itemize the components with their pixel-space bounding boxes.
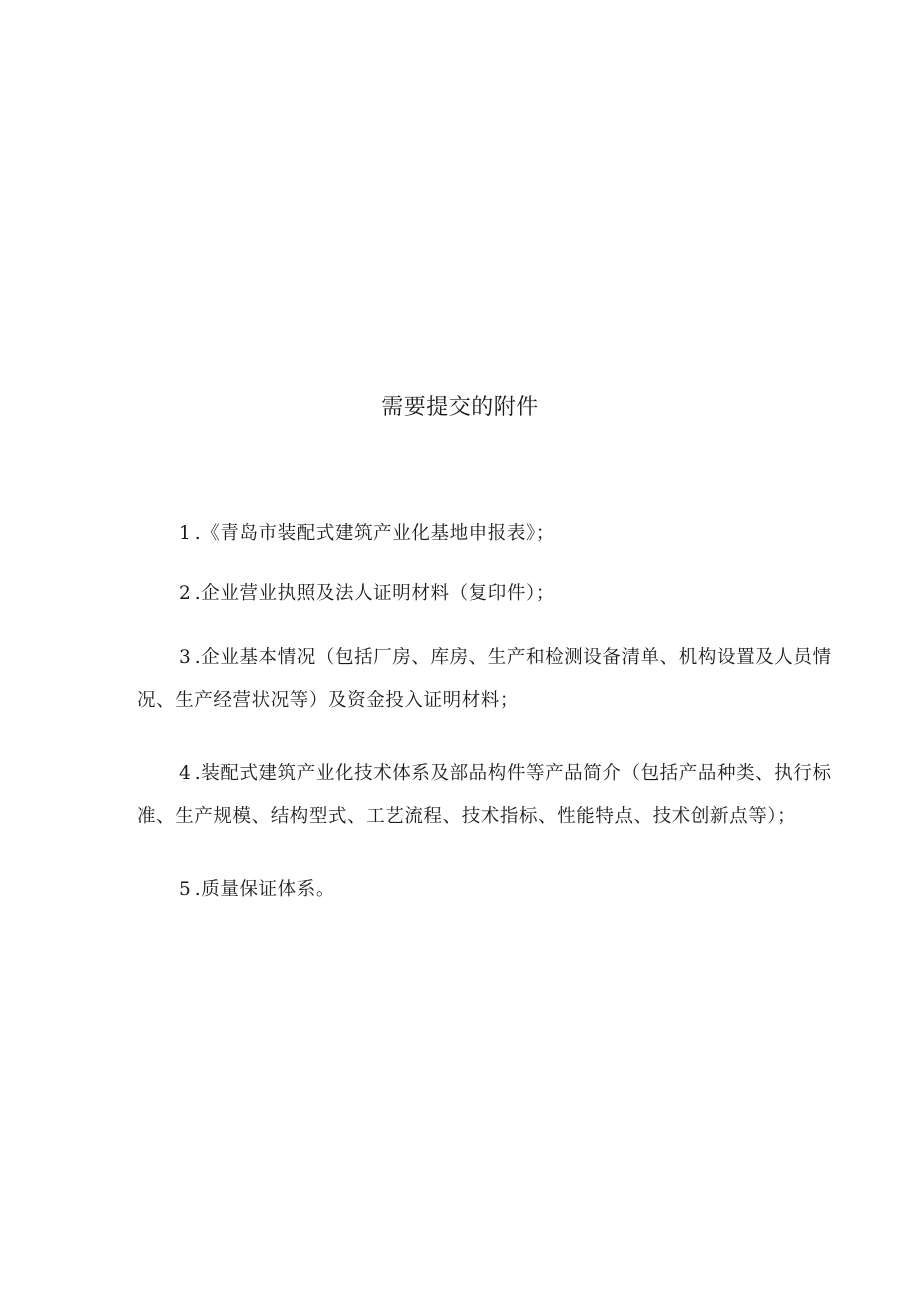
item-number: 3 — [179, 647, 195, 668]
item-text: .质量保证体系。 — [194, 879, 335, 900]
item-number: 1 — [179, 523, 195, 544]
item-number: 4 — [179, 763, 195, 784]
item-text: .企业基本情况（包括厂房、库房、生产和检测设备清单、机构设置及人员情况、生产经营状况等）及资金投入证明材料； — [137, 647, 832, 711]
list-item — [137, 868, 859, 911]
list-item — [137, 636, 859, 722]
page-title: 需要提交的附件 — [381, 395, 539, 420]
item-number: 5 — [179, 879, 195, 900]
item-text: .装配式建筑产业化技术体系及部品构件等产品简介（包括产品种类、执行标准、生产规模、结构型式、工艺流程、技术指标、性能特点、技术创新点等）； — [137, 763, 832, 827]
list-item — [137, 752, 859, 838]
item-text: .企业营业执照及法人证明材料（复印件）； — [194, 583, 555, 604]
item-text: .《青岛市装配式建筑产业化基地申报表》； — [194, 523, 555, 544]
list-item — [137, 512, 859, 555]
item-number: 2 — [179, 583, 195, 604]
list-item — [137, 572, 859, 615]
